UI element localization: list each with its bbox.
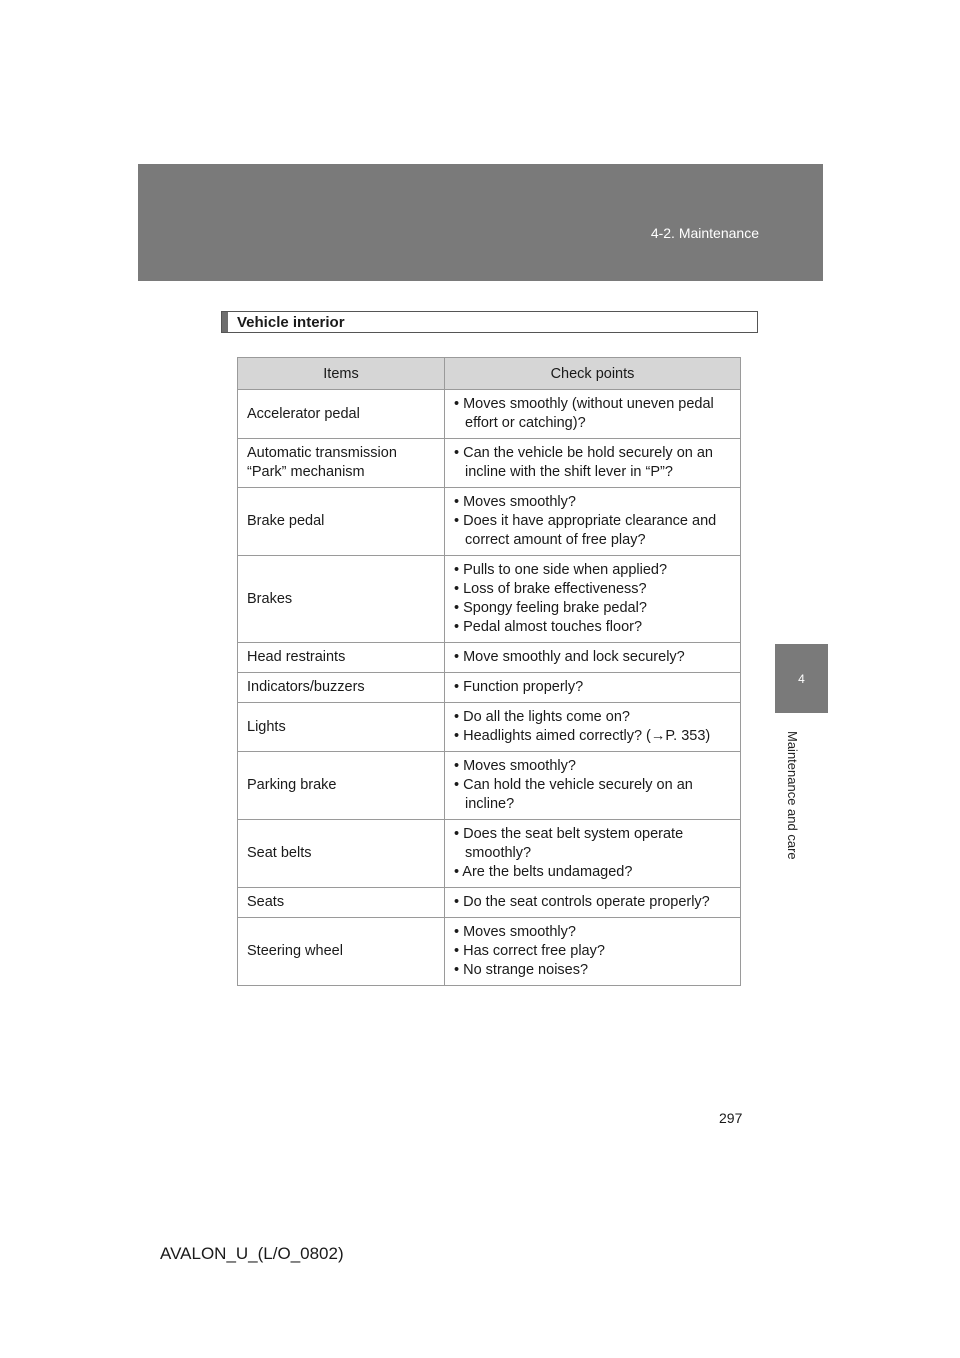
check-point: • No strange noises?: [454, 962, 589, 978]
check-point: • Does the seat belt system operate smoothly?: [454, 826, 684, 861]
item-cell: Automatic transmission “Park” mechanism: [238, 439, 445, 488]
table-row: [238, 439, 741, 488]
check-points-cell: [445, 643, 741, 673]
check-point: • Headlights aimed correctly? (→P. 353): [454, 728, 711, 744]
check-point: • Spongy feeling brake pedal?: [454, 600, 647, 616]
item-cell: Head restraints: [238, 643, 445, 673]
check-points-cell: [445, 888, 741, 918]
check-point: • Does it have appropriate clearance and correct amount of free play?: [454, 513, 717, 548]
chapter-title: Maintenance and care: [785, 731, 800, 860]
table-header-row: [238, 358, 741, 390]
table-row: [238, 918, 741, 986]
check-point: • Moves smoothly?: [454, 758, 576, 774]
chapter-number: 4: [798, 671, 805, 686]
check-point: • Do all the lights come on?: [454, 709, 630, 725]
check-points-cell: [445, 703, 741, 752]
table-row: [238, 390, 741, 439]
item-cell: Indicators/buzzers: [238, 673, 445, 703]
check-point: • Moves smoothly (without uneven pedal effort or catching)?: [454, 396, 714, 431]
footer-code: AVALON_U_(L/O_0802): [160, 1244, 344, 1263]
item-cell: Brake pedal: [238, 488, 445, 556]
item-cell: Steering wheel: [238, 918, 445, 986]
item-cell: Brakes: [238, 556, 445, 643]
check-points-cell: [445, 673, 741, 703]
column-header-items: Items: [238, 358, 445, 390]
item-cell: Seat belts: [238, 820, 445, 888]
column-header-check-points: Check points: [445, 358, 741, 390]
header-band: [138, 164, 823, 281]
check-points-cell: [445, 439, 741, 488]
table-row: [238, 820, 741, 888]
section-heading: [221, 311, 758, 333]
check-points-cell: [445, 918, 741, 986]
table-row: [238, 488, 741, 556]
check-point: • Are the belts undamaged?: [454, 864, 633, 880]
table-row: [238, 703, 741, 752]
check-points-cell: [445, 820, 741, 888]
table-row: [238, 752, 741, 820]
item-cell: Lights: [238, 703, 445, 752]
inspection-table: [237, 357, 741, 986]
check-point: • Loss of brake effectiveness?: [454, 581, 647, 597]
table-row: [238, 643, 741, 673]
check-point: • Move smoothly and lock securely?: [454, 649, 685, 665]
check-point: • Moves smoothly?: [454, 924, 576, 940]
table-row: [238, 888, 741, 918]
table-row: [238, 673, 741, 703]
check-point: • Pedal almost touches floor?: [454, 619, 643, 635]
check-point: • Function properly?: [454, 679, 584, 695]
check-point: • Can hold the vehicle securely on an incline?: [454, 777, 693, 812]
item-cell: Parking brake: [238, 752, 445, 820]
section-label: 4-2. Maintenance: [650, 225, 759, 241]
chapter-tab: [775, 644, 828, 713]
check-point: • Has correct free play?: [454, 943, 605, 959]
table-body: [238, 390, 741, 986]
check-points-cell: [445, 488, 741, 556]
page-number: 297: [719, 1110, 743, 1126]
check-points-cell: [445, 556, 741, 643]
check-point: • Moves smoothly?: [454, 494, 576, 510]
check-point: • Can the vehicle be hold securely on an incline with the shift lever in “P”?: [454, 445, 713, 480]
check-point: • Do the seat controls operate properly?: [454, 894, 710, 910]
check-points-cell: [445, 390, 741, 439]
item-cell: Seats: [238, 888, 445, 918]
check-point: • Pulls to one side when applied?: [454, 562, 668, 578]
table-row: [238, 556, 741, 643]
check-points-cell: [445, 752, 741, 820]
item-cell: Accelerator pedal: [238, 390, 445, 439]
heading-text: Vehicle interior: [237, 313, 345, 331]
